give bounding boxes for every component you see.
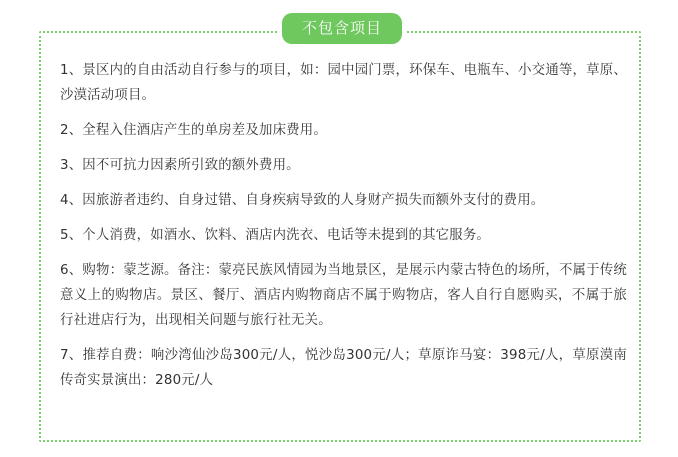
exclusion-list: [60, 58, 627, 403]
list-item: 4、因旅游者违约、自身过错、自身疾病导致的人身财产损失而额外支付的费用。: [60, 193, 545, 208]
list-item: 6、购物：蒙芝源。备注：蒙亮民族风情园为当地景区，是展示内蒙古特色的场所，不属于传统意义上的购物店。景区、餐厅、酒店内购物商店不属于购物店，客人自行自愿购买，不属于旅行社进店行为，出现相关问题与旅行社无关。: [60, 263, 627, 328]
list-item: 5、个人消费，如酒水、饮料、酒店内洗衣、电话等未提到的其它服务。: [60, 228, 491, 243]
section-title: 不包含项目: [282, 13, 402, 44]
list-item: 7、推荐自费：响沙湾仙沙岛300元/人，悦沙岛300元/人；草原诈马宴：398元/人，草原漠南传奇实景演出：280元/人: [60, 348, 627, 388]
list-item: 3、因不可抗力因素所引致的额外费用。: [60, 158, 300, 173]
list-item: 2、全程入住酒店产生的单房差及加床费用。: [60, 123, 327, 138]
list-item: 1、景区内的自由活动自行参与的项目，如：园中园门票，环保车、电瓶车、小交通等，草原、沙漠活动项目。: [60, 63, 627, 103]
